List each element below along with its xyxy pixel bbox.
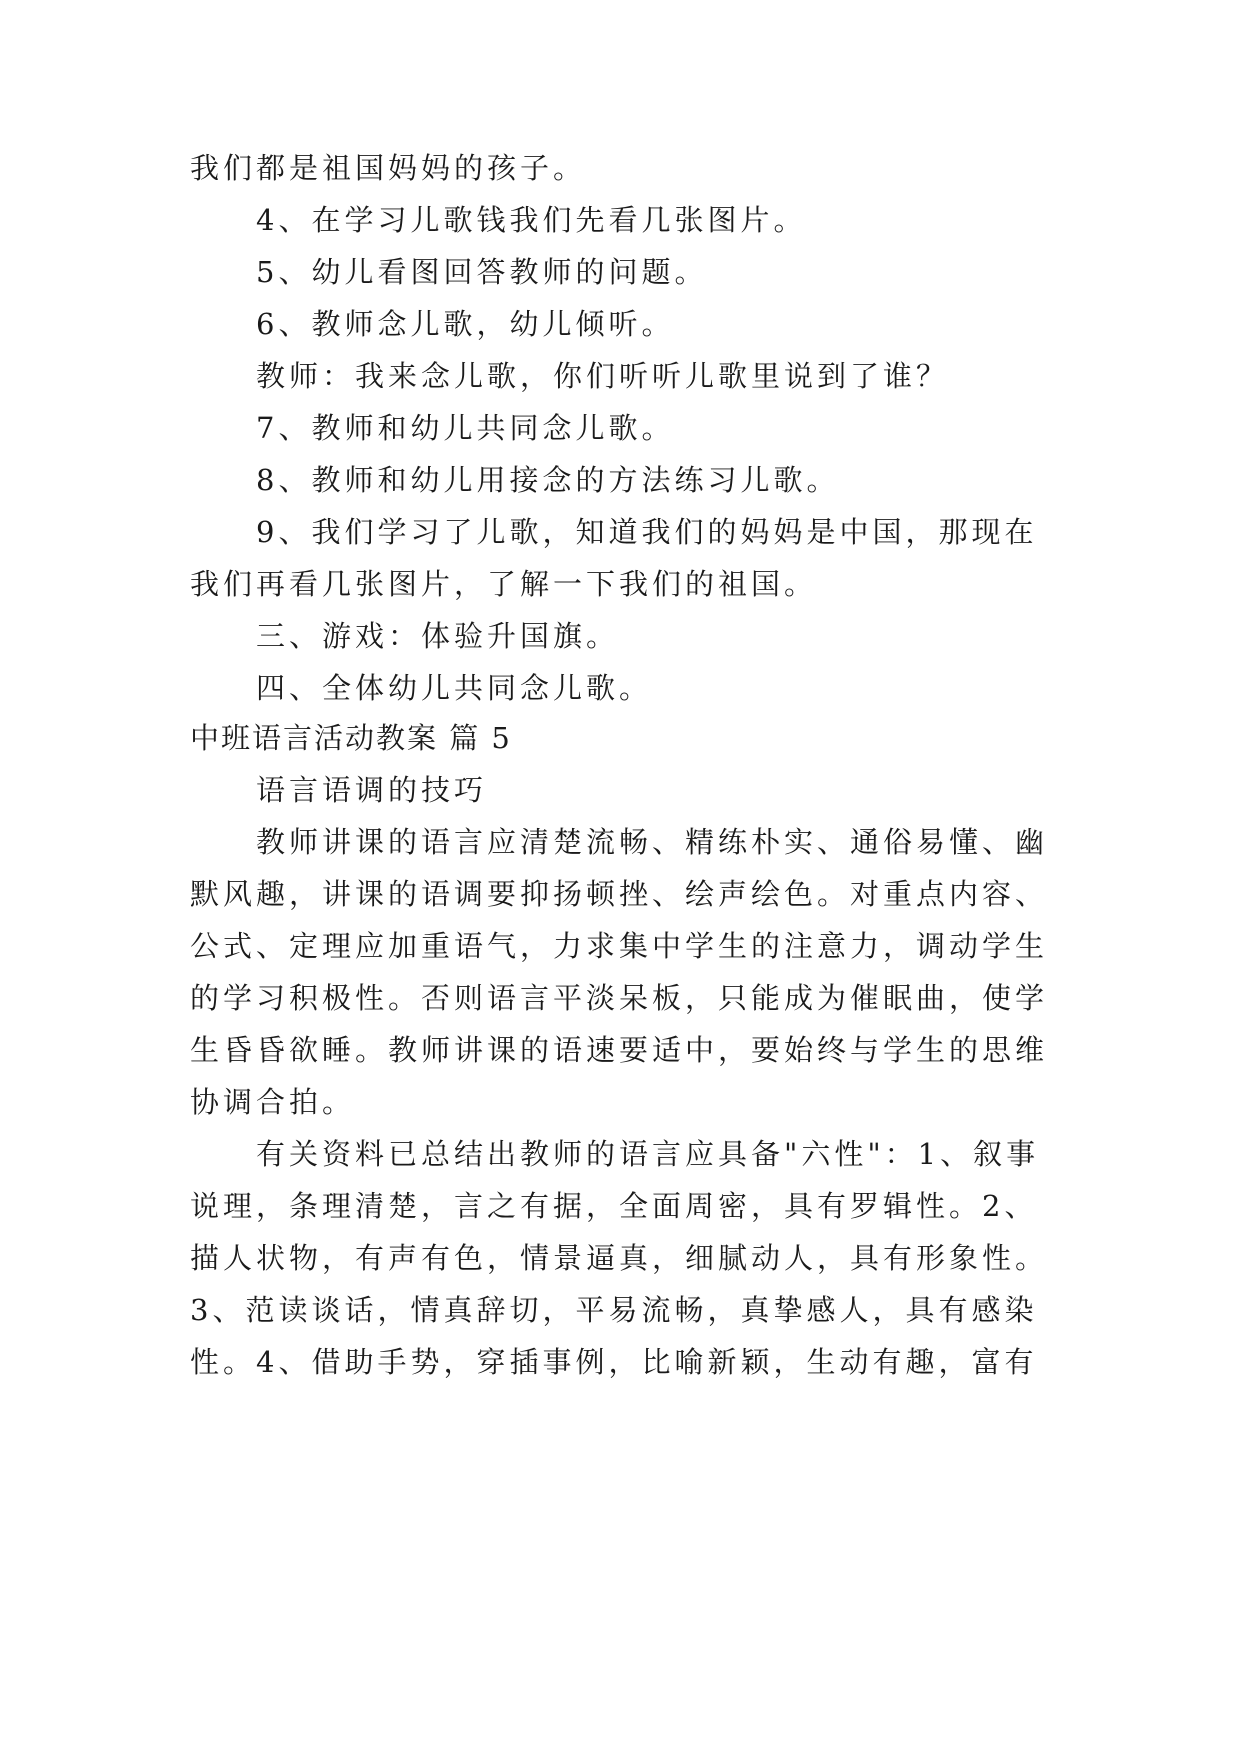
subheading: 语言语调的技巧 <box>256 773 488 807</box>
list-item: 4、在学习儿歌钱我们先看几张图片。 <box>256 203 807 237</box>
list-item: 四、全体幼儿共同念儿歌。 <box>256 671 653 705</box>
paragraph-line: 说理，条理清楚，言之有据，全面周密，具有罗辑性。2、 <box>190 1189 1038 1223</box>
paragraph-line: 3、范读谈话，情真辞切，平易流畅，真挚感人，具有感染 <box>190 1293 1038 1327</box>
paragraph-line: 教师讲课的语言应清楚流畅、精练朴实、通俗易懂、幽 <box>256 825 1049 859</box>
paragraph-line: 我们都是祖国妈妈的孩子。 <box>190 151 587 185</box>
paragraph-line: 协调合拍。 <box>190 1085 356 1119</box>
section-heading: 中班语言活动教案 篇 5 <box>190 721 512 755</box>
paragraph-line: 生昏昏欲睡。教师讲课的语速要适中，要始终与学生的思维 <box>190 1033 1049 1067</box>
paragraph-line: 的学习积极性。否则语言平淡呆板，只能成为催眠曲，使学 <box>190 981 1049 1015</box>
paragraph-line: 描人状物，有声有色，情景逼真，细腻动人，具有形象性。 <box>190 1241 1049 1275</box>
list-item: 6、教师念儿歌，幼儿倾听。 <box>256 307 675 341</box>
paragraph-line: 默风趣，讲课的语调要抑扬顿挫、绘声绘色。对重点内容、 <box>190 877 1049 911</box>
paragraph-line: 性。4、借助手势，穿插事例，比喻新颖，生动有趣，富有 <box>190 1345 1038 1379</box>
list-item: 7、教师和幼儿共同念儿歌。 <box>256 411 675 445</box>
list-item: 5、幼儿看图回答教师的问题。 <box>256 255 708 289</box>
list-item: 8、教师和幼儿用接念的方法练习儿歌。 <box>256 463 840 497</box>
paragraph-line: 有关资料已总结出教师的语言应具备"六性"：1、叙事 <box>256 1137 1040 1171</box>
paragraph-line: 教师：我来念儿歌，你们听听儿歌里说到了谁？ <box>256 359 950 393</box>
list-item: 9、我们学习了儿歌，知道我们的妈妈是中国，那现在 <box>256 515 1038 549</box>
list-item: 三、游戏：体验升国旗。 <box>256 619 620 653</box>
paragraph-line: 我们再看几张图片，了解一下我们的祖国。 <box>190 567 818 601</box>
paragraph-line: 公式、定理应加重语气，力求集中学生的注意力，调动学生 <box>190 929 1049 963</box>
